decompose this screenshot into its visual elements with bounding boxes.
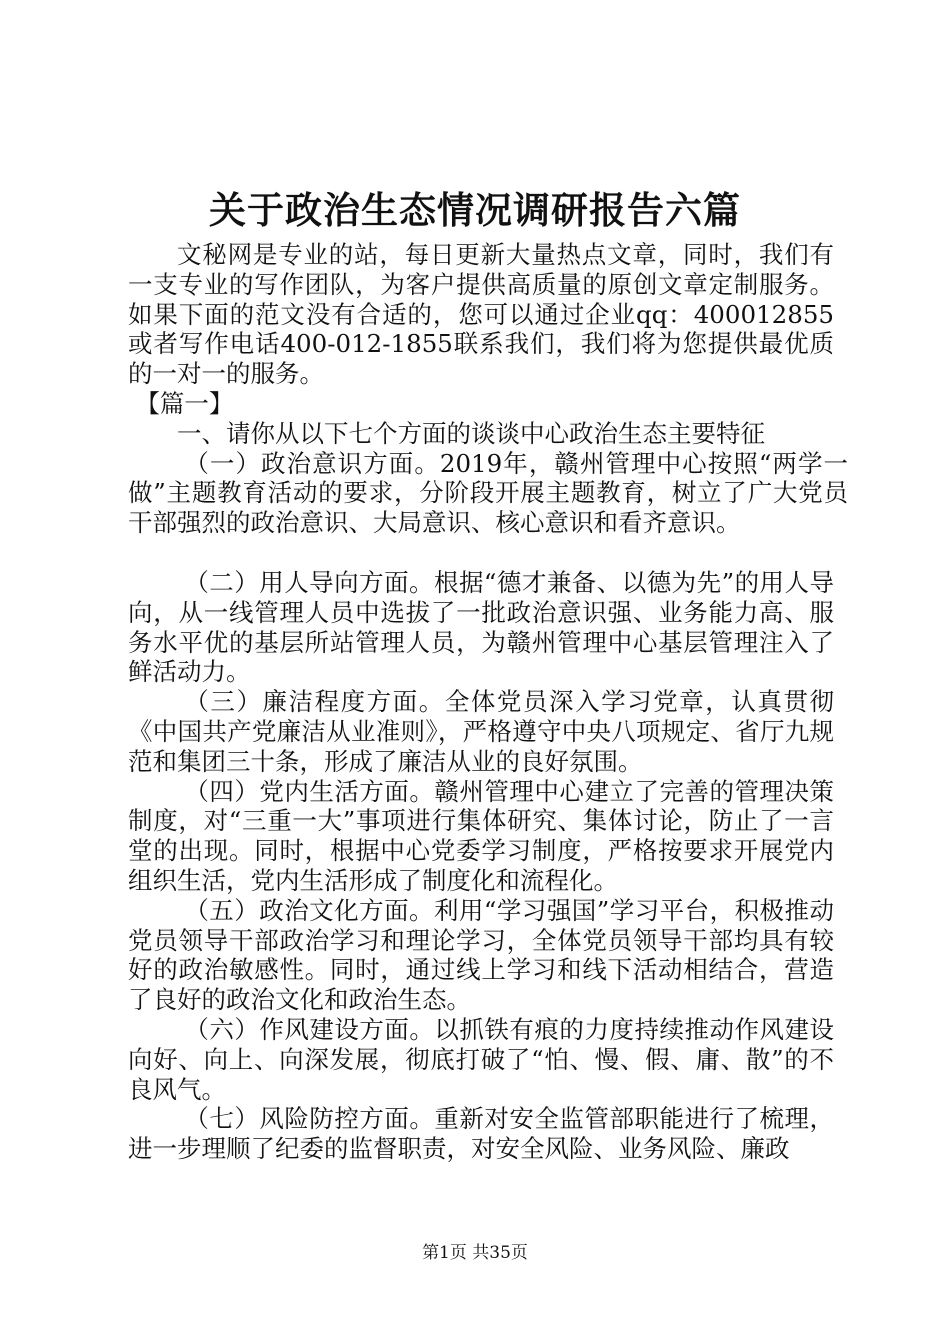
section-heading: 【篇一】	[135, 388, 234, 418]
page-number-footer: 第1页 共35页	[422, 1243, 528, 1263]
paragraph-party-life: （四）党内生活方面。赣州管理中心建立了完善的管理决策制度，对“三重一大”事项进行集体研究、集体讨论，防止了一言堂的出现。同时，根据中心党委学习制度，严格按要求开展党内组织生活，党内生活形成了制度化和流程化。	[128, 776, 834, 895]
document-body	[128, 240, 848, 1164]
intro-paragraph: 文秘网是专业的站，每日更新大量热点文章，同时，我们有一支专业的写作团队，为客户提供高质量的原创文章定制服务。如果下面的范文没有合适的，您可以通过企业qq：400012855或者写作电话400-012-1855联系我们，我们将为您提供最优质的一对一的服务。	[128, 240, 834, 389]
paragraph-personnel-orientation: （二）用人导向方面。根据“德才兼备、以德为先”的用人导向，从一线管理人员中选拔了一批政治意识强、业务能力高、服务水平优的基层所站管理人员，为赣州管理中心基层管理注入了鲜活动力。	[128, 567, 834, 687]
paragraph-work-style: （六）作风建设方面。以抓铁有痕的力度持续推动作风建设向好、向上、向深发展，彻底打破了“怕、慢、假、庸、散”的不良风气。	[128, 1014, 834, 1104]
paragraph-integrity: （三）廉洁程度方面。全体党员深入学习党章，认真贯彻《中国共产党廉洁从业准则》，严格遵守中央八项规定、省厅九规范和集团三十条，形成了廉洁从业的良好氛围。	[128, 687, 834, 776]
paragraph-risk-control: （七）风险防控方面。重新对安全监管部职能进行了梳理，进一步理顺了纪委的监督职责，对安全风险、业务风险、廉政	[128, 1104, 834, 1164]
paragraph-political-culture: （五）政治文化方面。利用“学习强国”学习平台，积极推动党员领导干部政治学习和理论学习，全体党员领导干部均具有较好的政治敏感性。同时，通过线上学习和线下活动相结合，营造了良好的政治文化和政治生态。	[128, 895, 834, 1015]
paragraph-political-awareness: （一）政治意识方面。2019年，赣州管理中心按照“两学一做”主题教育活动的要求，分阶段开展主题教育，树立了广大党员干部强烈的政治意识、大局意识、核心意识和看齐意识。	[128, 448, 848, 538]
question-heading: 一、请你从以下七个方面的谈谈中心政治生态主要特征	[177, 418, 765, 448]
document-title: 关于政治生态情况调研报告六篇	[209, 188, 741, 232]
